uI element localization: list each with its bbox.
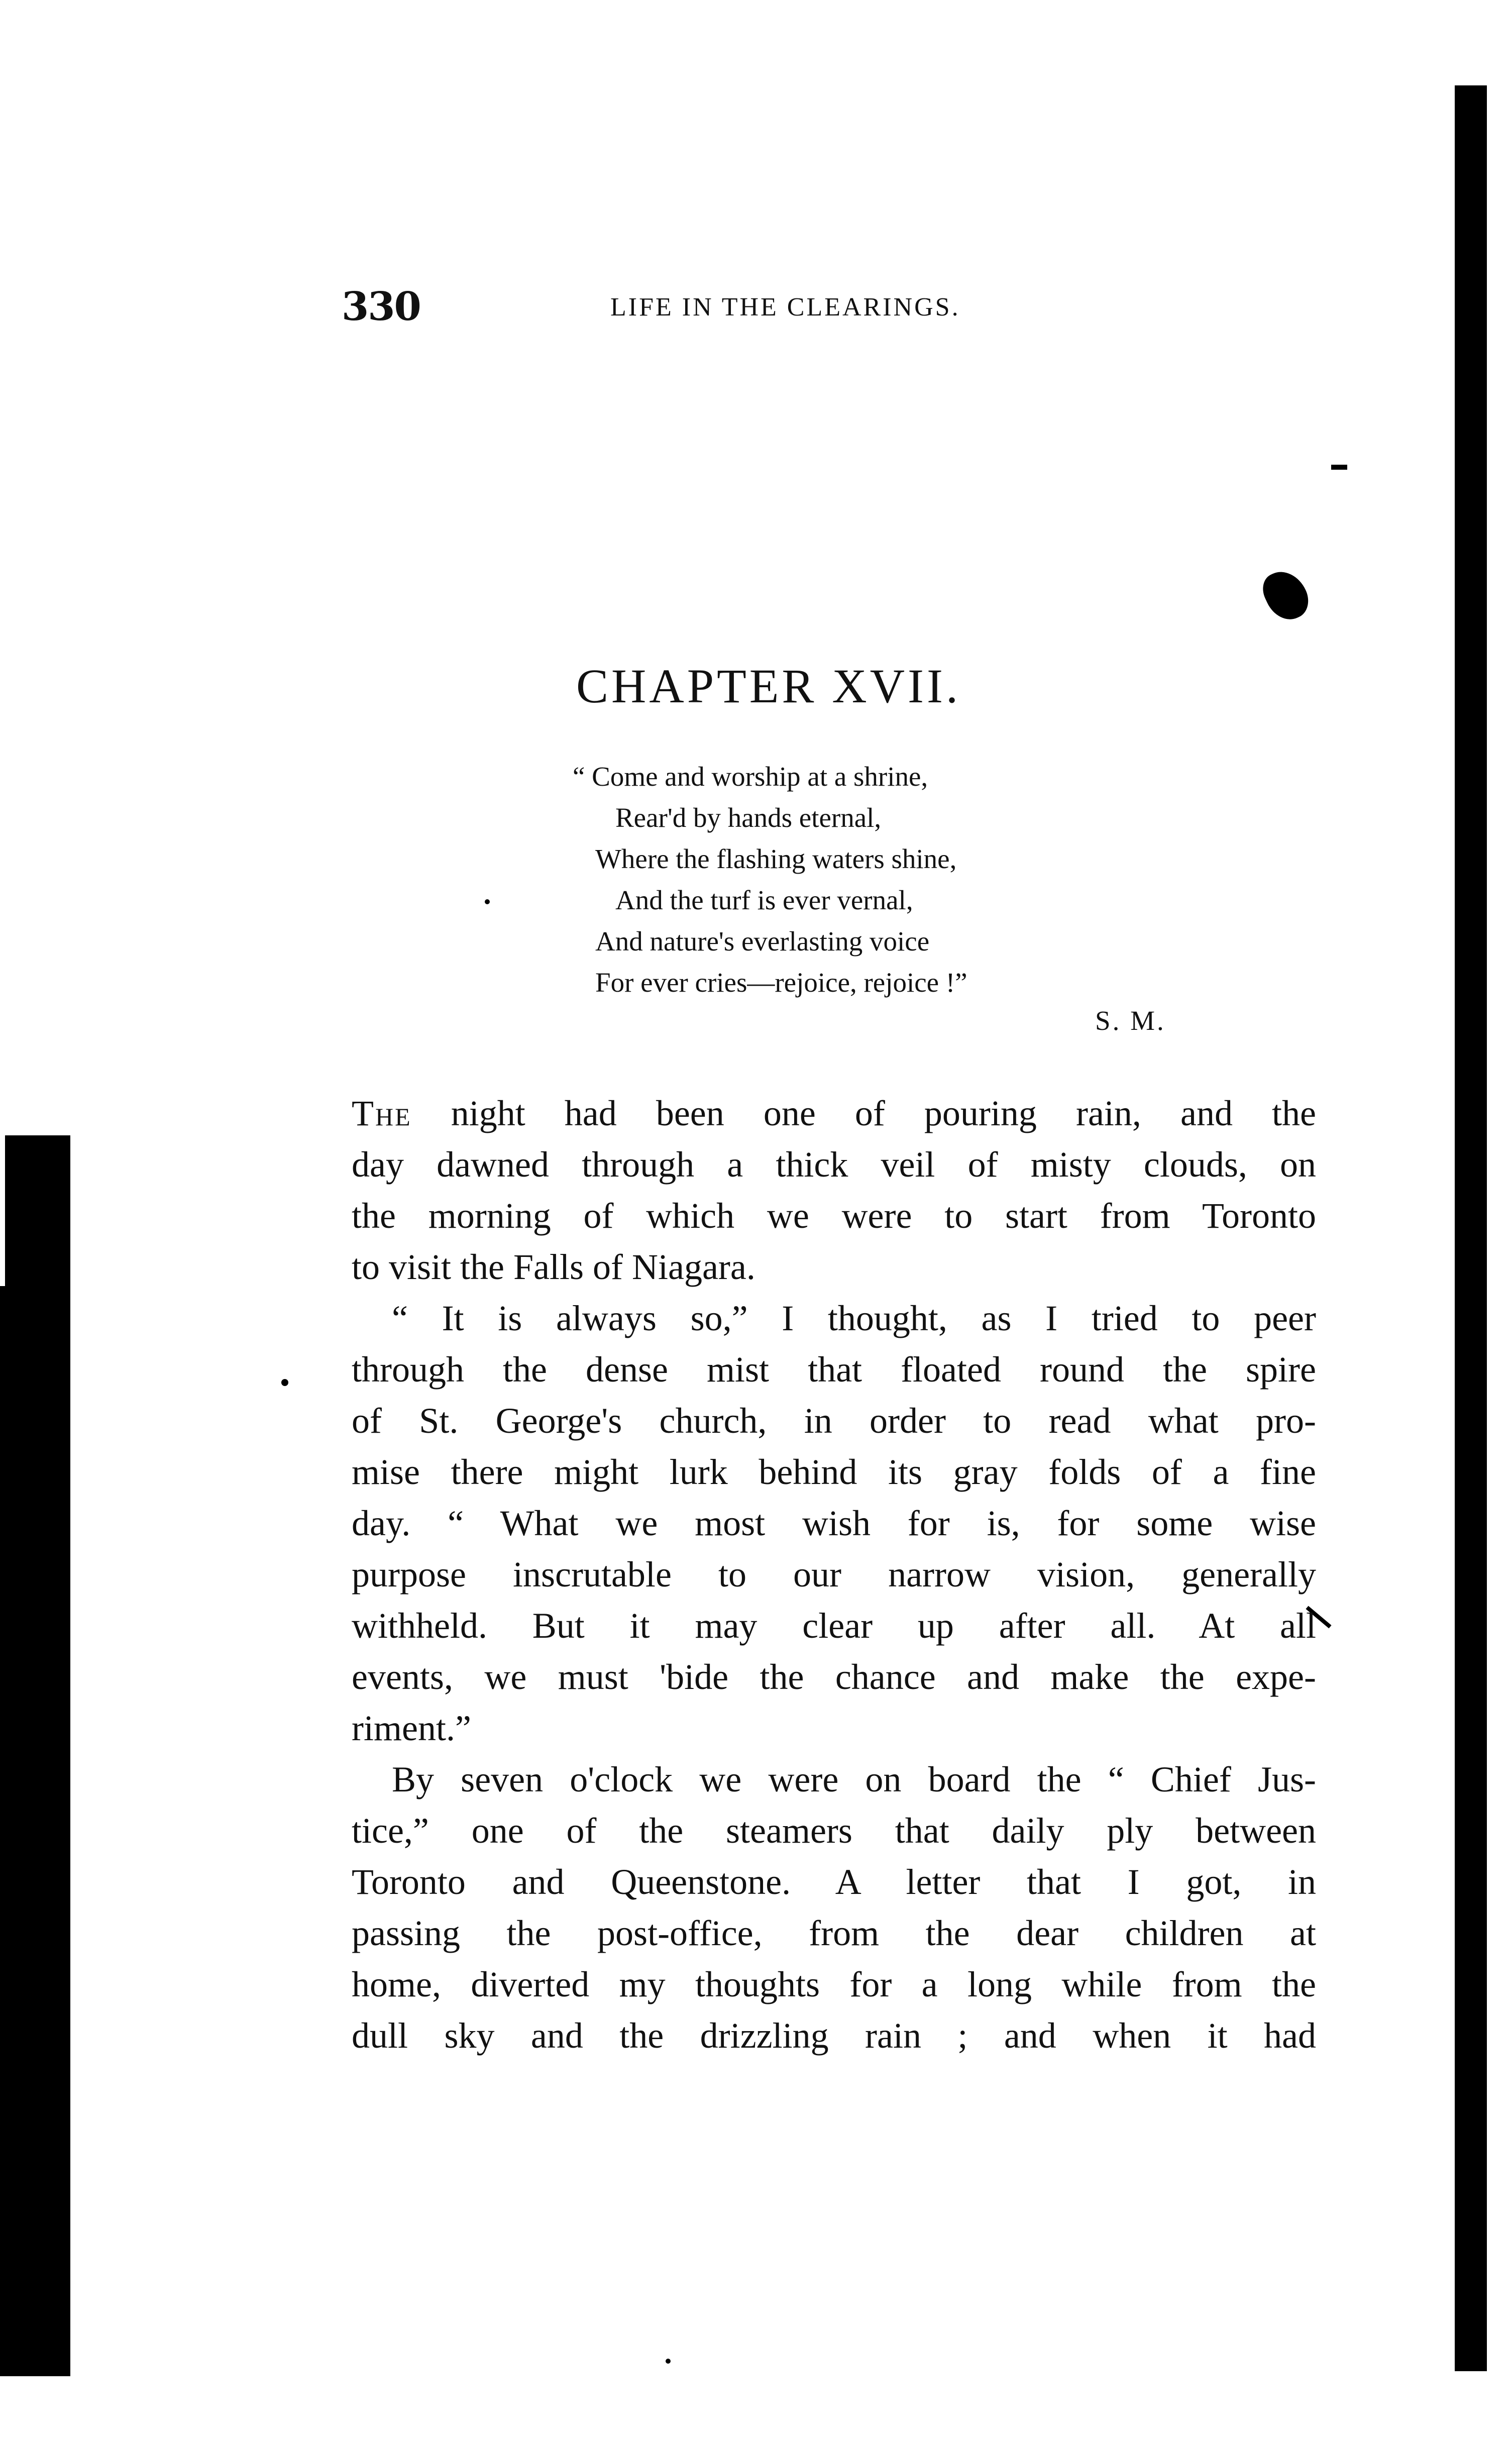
- scan-edge-left: [5, 1135, 70, 2376]
- text-line: purpose inscrutable to our narrow vision, generally: [352, 1554, 1316, 1595]
- text-line: the morning of which we were to start from Toronto: [352, 1196, 1316, 1236]
- text-line: day. “ What we most wish for is, for some wise: [352, 1503, 1316, 1543]
- text-line: “ It is always so,” I thought, as I tried to peer: [392, 1298, 1316, 1338]
- text-line: By seven o'clock we were on board the “ Chief Jus-: [392, 1759, 1316, 1799]
- text-line: to visit the Falls of Niagara.: [352, 1247, 755, 1287]
- text-line: mise there might lurk behind its gray folds of a fine: [352, 1452, 1316, 1492]
- chapter-heading: CHAPTER XVII.: [576, 659, 961, 713]
- ink-blot: [1257, 564, 1315, 626]
- epigraph-line: “ Come and worship at a shrine,: [573, 761, 928, 792]
- text-line: passing the post-office, from the dear children at: [352, 1913, 1316, 1953]
- text-line: through the dense mist that floated round the spire: [352, 1349, 1316, 1390]
- epigraph-line: And the turf is ever vernal,: [615, 885, 913, 915]
- text-line: tice,” one of the steamers that daily ply between: [352, 1811, 1316, 1851]
- epigraph-line: For ever cries—rejoice, rejoice !”: [595, 967, 967, 998]
- text-line: dull sky and the drizzling rain ; and when it had: [352, 2016, 1316, 2056]
- text-line-content: night had been one of pouring rain, and the: [411, 1093, 1316, 1133]
- text-line: day dawned through a thick veil of misty clouds, on: [352, 1144, 1316, 1185]
- scan-mark: [1331, 465, 1347, 470]
- running-title: LIFE IN THE CLEARINGS.: [610, 293, 960, 322]
- text-line: Toronto and Queenstone. A letter that I got, in: [352, 1862, 1316, 1902]
- epigraph-line: Rear'd by hands eternal,: [615, 802, 882, 833]
- text-line: withheld. But it may clear up after all. At all: [352, 1606, 1316, 1646]
- scan-speck: [281, 1379, 288, 1386]
- scan-speck: [666, 2359, 671, 2364]
- epigraph-attribution: S. M.: [1095, 1005, 1166, 1036]
- text-line: events, we must 'bide the chance and make the expe-: [352, 1657, 1316, 1697]
- text-line: riment.”: [352, 1708, 471, 1748]
- scan-speck: [485, 899, 490, 904]
- text-line: home, diverted my thoughts for a long while from the: [352, 1964, 1316, 2004]
- epigraph-line: Where the flashing waters shine,: [595, 843, 957, 874]
- page-number: 330: [342, 284, 420, 330]
- epigraph: [573, 756, 967, 1003]
- text-line: of St. George's church, in order to read what pro-: [352, 1401, 1316, 1441]
- scan-edge-right: [1455, 85, 1487, 2371]
- epigraph-line: And nature's everlasting voice: [595, 926, 930, 957]
- text-line: [352, 1088, 1316, 1139]
- body-text: [352, 1088, 1316, 2061]
- lead-word: The: [352, 1093, 412, 1133]
- scan-edge-left-lower: [0, 1286, 14, 2376]
